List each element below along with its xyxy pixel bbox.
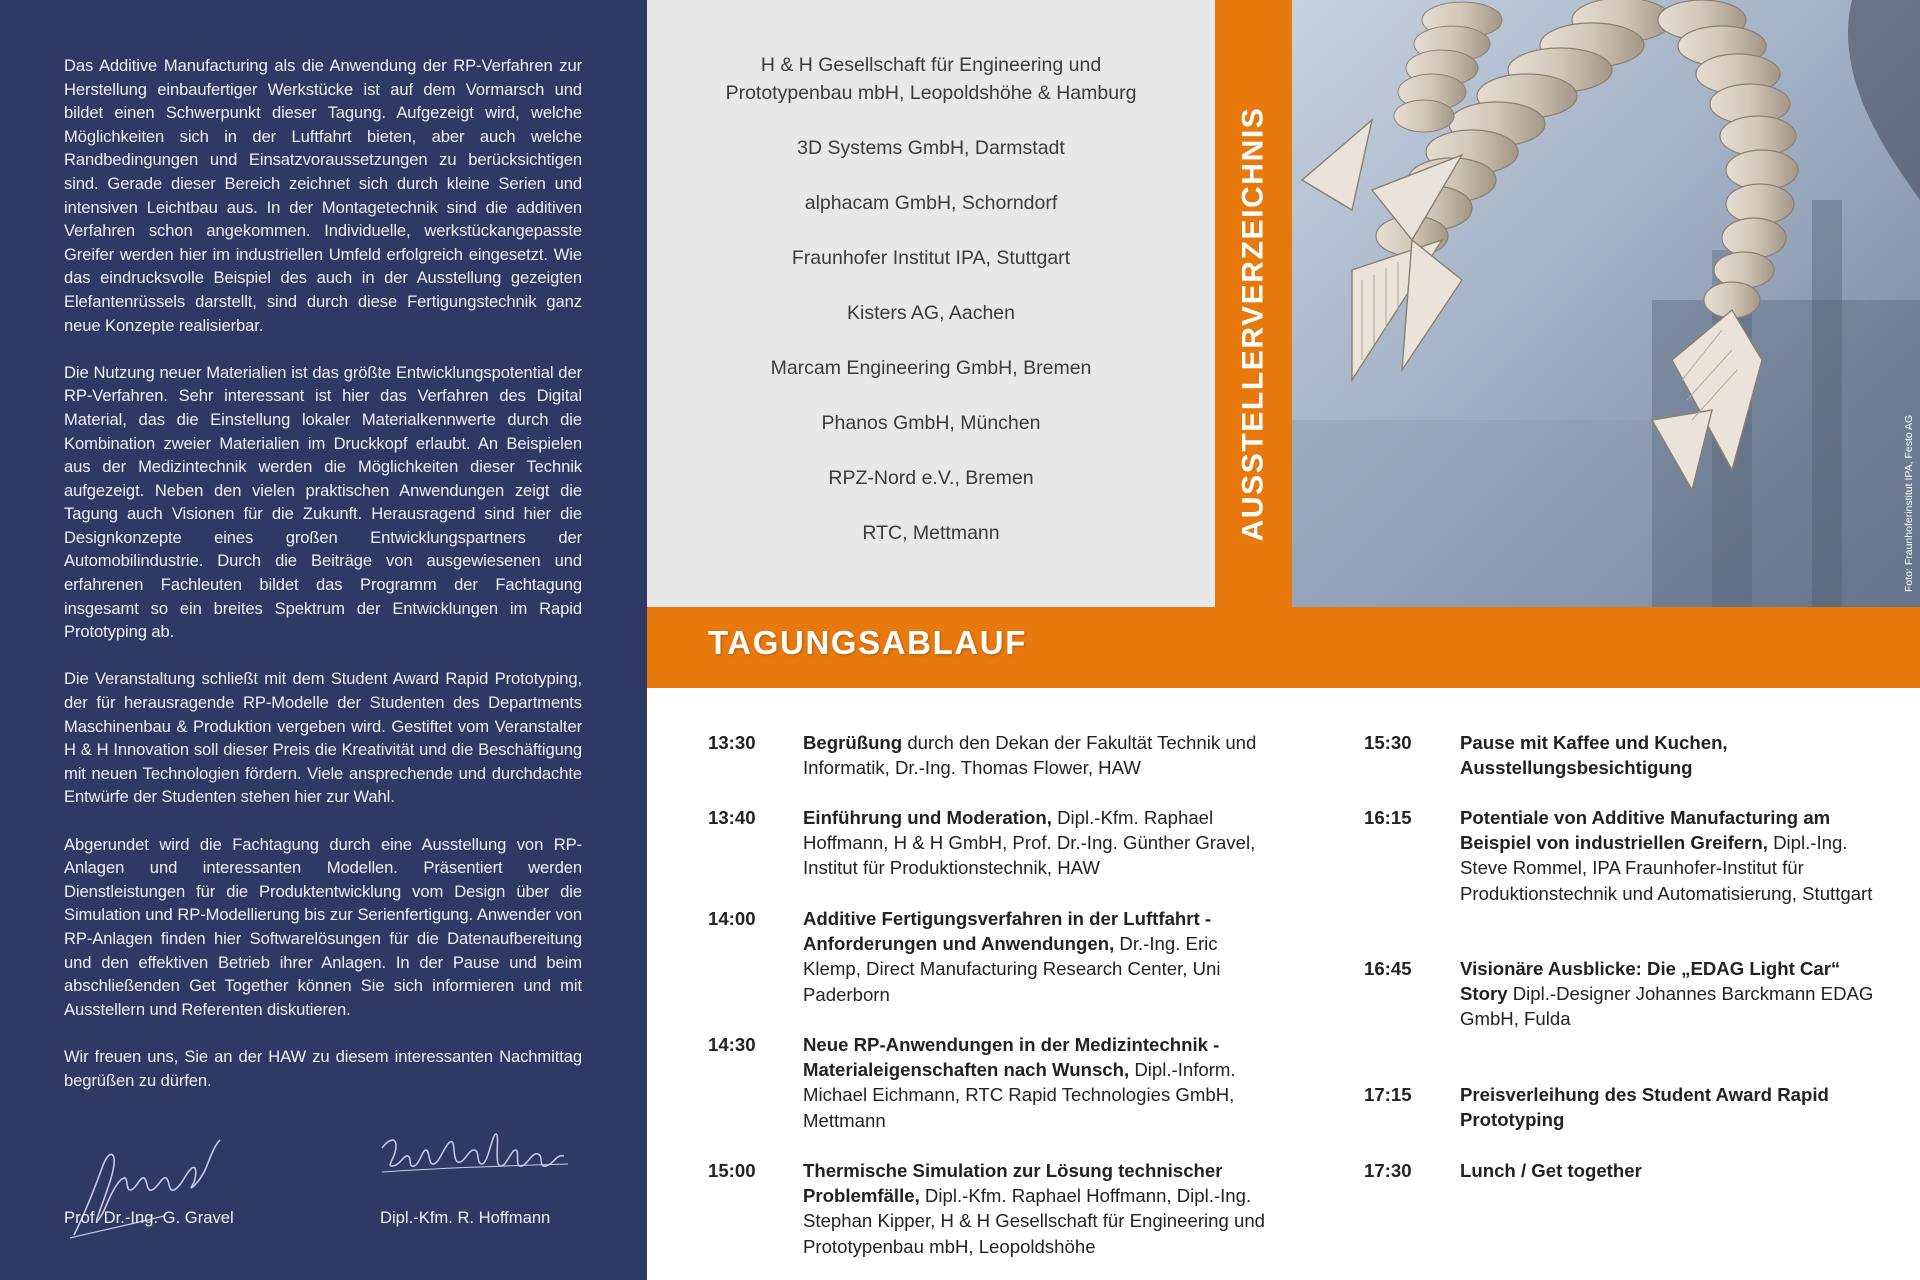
schedule-text <box>1460 730 1884 780</box>
schedule-text <box>1460 1158 1884 1183</box>
schedule-time: 15:00 <box>708 1160 756 1181</box>
exhibitor-name-line: Prototypenbau mbH, Leopoldshöhe & Hamburg <box>725 81 1137 104</box>
intro-panel <box>0 0 647 1280</box>
schedule-text <box>1460 956 1884 1032</box>
schedule-time: 14:30 <box>708 1034 756 1055</box>
photo-credit-text: Foto: Fraunhoferinstitut IPA, Festo AG <box>1903 414 1915 592</box>
schedule-title: Einführung und Moderation, <box>803 807 1052 828</box>
exhibitor-list <box>647 52 1215 575</box>
schedule-text <box>803 906 1278 1007</box>
schedule-text <box>803 1032 1278 1133</box>
robotic-trunk-icon <box>1292 0 1920 607</box>
exhibitor-item: Fraunhofer Institut IPA, Stuttgart <box>791 246 1071 269</box>
schedule-time: 17:15 <box>1364 1084 1412 1105</box>
schedule-title: Potentiale von Additive Manufacturing am Beispiel von industriellen Greifern, <box>1460 807 1831 854</box>
intro-paragraph-2: Die Nutzung neuer Materialien ist das größte Entwicklungspotential der RP-Verfahren. Sehr interessant ist hier das Verfahren des Digital Material, das die Einstellung lokaler Materialkennwerte durch die Kombination zweier Materialien im Druckkopf erlaubt. An Beispielen aus der Medizintechnik werden die Möglichkeiten dieser Technik aufgezeigt. Neben den vielen praktischen Anwendungen zeigt die Tagung auch Visionen für die Zukunft. Herausragend sind hier die Designkonzepte eines großen Entwicklungspartners der Automobilindustrie. Durch die Beiträge von ausgewiesenen und erfahrenen Fachleuten bildet das Programm der Fachtagung insgesamt so ein breites Spektrum der Entwicklungen im Rapid Prototyping ab. <box>64 362 582 642</box>
schedule-title: Pause mit Kaffee und Kuchen, Ausstellungsbesichtigung <box>1460 732 1728 779</box>
schedule-text <box>803 1158 1278 1259</box>
exhibitor-name-line: H & H Gesellschaft für Engineering und <box>760 54 1102 76</box>
schedule-time: 13:40 <box>708 807 756 828</box>
schedule-time: 16:45 <box>1364 958 1412 979</box>
intro-paragraph-3: Die Veranstaltung schließt mit dem Student Award Rapid Prototyping, der für herausragende RP-Modelle der Studenten des Departments Maschinenbau & Produktion vergeben wird. Gestiftet vom Veranstalter H & H Innovation soll dieser Preis die Kreativität und die Beschäftigung mit neuen Technologien fördern. Viele ansprechende und durchdachte Entwürfe der Studenten stehen hier zur Wahl. <box>64 669 582 807</box>
schedule-title: Begrüßung <box>803 732 903 753</box>
schedule-title: Lunch / Get together <box>1460 1160 1642 1181</box>
schedule-details: durch den Dekan der Fakultät Technik und Informatik, Dr.-Ing. Thomas Flower, HAW <box>803 732 1257 779</box>
intro-paragraph-4: Abgerundet wird die Fachtagung durch eine Ausstellung von RP-Anlagen und interessanten Modellen. Präsentiert werden Dienstleistungen für die Produktentwicklung vom Design über die Simulation und RP-Modellierung bis zur Serienfertigung. Anwender von RP-Anlagen finden hier Softwarelösungen für die Datenaufbereitung und den effektiven Betrieb ihrer Anlagen. In der Pause und beim abschließenden Get Together können Sie sich informieren und mit Ausstellern und Referenten diskutieren. <box>64 834 582 1019</box>
schedule-time: 15:30 <box>1364 732 1412 753</box>
exhibitor-item <box>647 52 1215 107</box>
signature-gravel <box>64 1120 304 1230</box>
schedule-time: 16:15 <box>1364 807 1412 828</box>
schedule-time: 14:00 <box>708 908 756 929</box>
signature-hoffmann <box>378 1120 598 1230</box>
signature-name-2: Dipl.-Kfm. R. Hoffmann <box>380 1208 551 1227</box>
schedule-details: Dipl.-Designer Johannes Barckmann EDAG GmbH, Fulda <box>1460 983 1874 1030</box>
schedule-title: Visionäre Ausblicke: Die „EDAG Light Car“ Story <box>1460 958 1841 1005</box>
exhibitor-item: Marcam Engineering GmbH, Bremen <box>770 356 1092 379</box>
schedule-text <box>1460 805 1884 906</box>
schedule-details: Dr.-Ing. Eric Klemp, Direct Manufacturing Research Center, Uni Paderborn <box>803 933 1221 1005</box>
exhibitor-item: RPZ-Nord e.V., Bremen <box>828 466 1034 489</box>
schedule-title: Thermische Simulation zur Lösung technischer Problemfälle, <box>803 1160 1223 1207</box>
exhibitor-item: Phanos GmbH, München <box>821 411 1041 434</box>
schedule-time: 17:30 <box>1364 1160 1412 1181</box>
robotic-trunk-gripper-photo <box>1292 0 1920 607</box>
schedule-time: 13:30 <box>708 732 756 753</box>
exhibitor-item: 3D Systems GmbH, Darmstadt <box>797 136 1065 159</box>
intro-paragraph-5: Wir freuen uns, Sie an der HAW zu diesem interessanten Nachmittag begrüßen zu dürfen. <box>64 1046 582 1090</box>
schedule-text <box>803 805 1278 881</box>
exhibitor-heading-text: AUSSTELLERVERZEICHNIS <box>1236 106 1270 542</box>
exhibitor-heading <box>1215 0 1292 600</box>
schedule-title: Additive Fertigungsverfahren in der Luftfahrt - Anforderungen und Anwendungen, <box>803 908 1212 955</box>
exhibitor-panel <box>647 0 1215 607</box>
schedule-title: Preisverleihung des Student Award Rapid Prototyping <box>1460 1084 1829 1131</box>
schedule-details: Dipl.-Kfm. Raphael Hoffmann, Dipl.-Ing. Stephan Kipper, H & H Gesellschaft für Engineering und Prototypenbau mbH, Leopoldshöhe <box>803 1185 1266 1257</box>
schedule-details: Dipl.-Ing. Steve Rommel, IPA Fraunhofer-Institut für Produktionstechnik und Automatisierung, Stuttgart <box>1460 832 1873 904</box>
intro-text <box>64 54 582 1092</box>
schedule-heading: TAGUNGSABLAUF <box>708 624 1027 661</box>
exhibitor-item: Kisters AG, Aachen <box>846 301 1015 324</box>
schedule-details: Dipl.-Inform. Michael Eichmann, RTC Rapid Technologies GmbH, Mettmann <box>803 1059 1236 1131</box>
intro-paragraph-1: Das Additive Manufacturing als die Anwendung der RP-Verfahren zur Herstellung einbaufertiger Werkstücke ist auf dem Vormarsch und bildet einen Schwerpunkt dieser Tagung. Aufgezeigt wird, welche Möglichkeiten sich in der Luftfahrt bieten, aber auch welche Randbedingungen und Einsatzvoraussetzungen zu berücksichtigen sind. Gerade dieser Bereich zeichnet sich durch kleine Serien und intensiven Leichtbau aus. In der Montagetechnik sind die additiven Verfahren schon angekommen. Individuelle, werkstückangepasste Greifer werden hier im industriellen Umfeld erfolgreich eingesetzt. Wie das eindrucksvolle Beispiel des auch in der Ausstellung gezeigten Elefantenrüssels darstellt, sind durch diese Fertigungstechnik ganz neue Konzepte realisierbar. <box>64 56 582 335</box>
photo-credit <box>1893 392 1913 592</box>
schedule-text <box>1460 1082 1884 1132</box>
signature-name-1: Prof. Dr.-Ing. G. Gravel <box>64 1208 234 1227</box>
schedule-details: Dipl.-Kfm. Raphael Hoffmann, H & H GmbH, Prof. Dr.-Ing. Günther Gravel, Institut für Produktionstechnik, HAW <box>803 807 1256 879</box>
schedule-text <box>803 730 1278 780</box>
schedule-title: Neue RP-Anwendungen in der Medizintechnik - Materialeigenschaften nach Wunsch, <box>803 1034 1220 1081</box>
exhibitor-item: alphacam GmbH, Schorndorf <box>804 191 1058 214</box>
exhibitor-item: RTC, Mettmann <box>862 521 1000 544</box>
